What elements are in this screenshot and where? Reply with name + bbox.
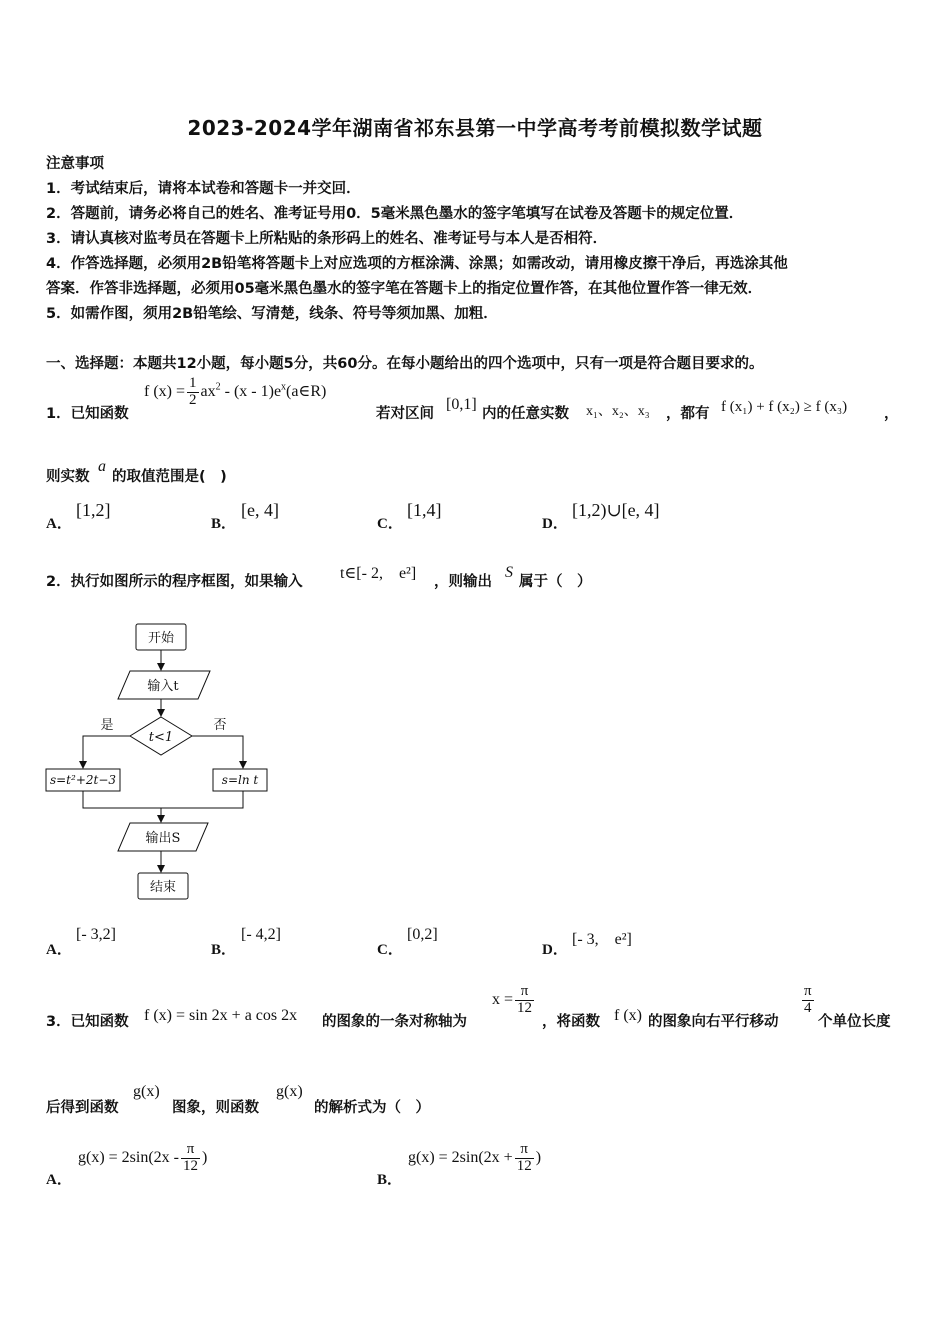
- notice-line-6: 5．如需作图，须用2B铅笔绘、写清楚，线条、符号等须加黑、加粗．: [46, 306, 498, 322]
- q3-option-b-pre: g(x) = 2sin(2x +: [408, 1148, 513, 1166]
- q1-stem-start: 1．已知函数: [46, 406, 129, 422]
- flow-no-label: 否: [213, 718, 227, 733]
- q2-text-2: 属于（ ）: [519, 574, 592, 590]
- q2-option-a[interactable]: [- 3,2]: [76, 926, 116, 943]
- notice-line-1: 1．考试结束后，请将本试卷和答题卡一并交回．: [46, 181, 361, 197]
- q1-inequality: f (x₁) + f (x₂) ≥ f (x₃): [721, 399, 848, 415]
- q3-axis-den: 12: [517, 999, 533, 1016]
- q3-axis: [492, 984, 536, 1017]
- q3-option-a[interactable]: [78, 1142, 207, 1175]
- q1-option-b-label[interactable]: B．: [211, 516, 237, 532]
- q3-axis-fraction: [515, 984, 534, 1017]
- flow-yes-label: 是: [100, 718, 114, 733]
- q1-line2-end: 的取值范围是( ): [112, 469, 227, 485]
- q1-frac-num: 1: [189, 375, 197, 391]
- q2-option-d-label[interactable]: D．: [542, 942, 568, 958]
- q1-func-b: - (x - 1)e: [220, 382, 282, 400]
- q3-option-b[interactable]: [408, 1142, 541, 1175]
- q3-stem-start: 3．已知函数: [46, 1014, 129, 1030]
- q1-option-d[interactable]: [1,2)∪[e, 4]: [572, 500, 660, 520]
- q3-text-3: 的图象向右平行移动: [648, 1014, 779, 1030]
- flow-arrow-yes: [83, 736, 130, 768]
- q3-option-a-fraction: [181, 1142, 200, 1175]
- q3-option-b-den: 12: [516, 1157, 532, 1174]
- q1-func-c: (a∈R): [286, 382, 327, 400]
- q2-flowchart: [40, 618, 310, 908]
- flow-input-text: 输入t: [147, 679, 179, 694]
- q2-option-b-label[interactable]: B．: [211, 942, 237, 958]
- q2-condition: t∈[- 2, e²]: [340, 565, 417, 582]
- q3-function: f (x) = sin 2x + a cos 2x: [144, 1007, 298, 1024]
- q3-line2-mid: 图象，则函数: [172, 1100, 259, 1116]
- q2-text-1: ，则输出: [434, 574, 492, 590]
- q3-option-b-post: ): [535, 1148, 542, 1166]
- q3-text-4: 个单位长度: [818, 1014, 891, 1030]
- q3-option-a-pre: g(x) = 2sin(2x -: [78, 1148, 180, 1166]
- q2-option-c[interactable]: [0,2]: [407, 926, 438, 943]
- q1-interval: [0,1]: [446, 396, 477, 413]
- q3-option-b-label[interactable]: B．: [377, 1172, 403, 1188]
- q3-shift-num: π: [804, 983, 812, 999]
- q1-func-a: ax: [200, 382, 216, 400]
- q3-gx-1: g(x): [133, 1083, 160, 1100]
- q1-func-exp2: x: [281, 381, 287, 393]
- q1-option-a-label[interactable]: A．: [46, 516, 72, 532]
- q3-line2-start: 后得到函数: [46, 1100, 119, 1116]
- q3-shift-fraction: [802, 984, 814, 1017]
- q3-option-a-num: π: [181, 1142, 200, 1159]
- flow-arrow-no: [192, 736, 243, 768]
- q3-func2: f (x): [614, 1007, 642, 1024]
- q2-option-d[interactable]: [- 3, e²]: [572, 931, 632, 948]
- q1-var-a: a: [98, 458, 106, 475]
- q1-text-1: 若对区间: [376, 406, 434, 422]
- q2-stem-start: 2．执行如图所示的程序框图，如果输入: [46, 574, 303, 590]
- q3-text-2: ，将函数: [542, 1014, 600, 1030]
- q3-axis-lhs: x =: [492, 990, 514, 1008]
- flow-output-text: 输出S: [145, 831, 181, 846]
- flow-start-text: 开始: [147, 631, 175, 646]
- page-title: 2023-2024学年湖南省祁东县第一中学高考考前模拟数学试题: [187, 116, 763, 140]
- q1-func-exp: 2: [215, 381, 221, 393]
- q3-option-a-post: ): [202, 1148, 208, 1166]
- q1-line2-start: 则实数: [46, 469, 90, 485]
- q1-fraction: [187, 376, 199, 409]
- flow-left-text: s=t²+2t−3: [49, 773, 117, 787]
- q3-shift-den: 4: [804, 999, 812, 1016]
- section-heading: 一、选择题：本题共12小题，每小题5分，共60分。在每小题给出的四个选项中，只有一项是符合题目要求的。: [46, 356, 764, 372]
- q1-function: [144, 376, 326, 409]
- q2-option-a-label[interactable]: A．: [46, 942, 72, 958]
- notice-line-5: 答案．作答非选择题，必须用05毫米黑色墨水的签字笔在答题卡上的指定位置作答，在其他位置作答一律无效．: [46, 281, 763, 297]
- q3-gx-2: g(x): [276, 1083, 303, 1100]
- q1-option-a[interactable]: [1,2]: [76, 500, 111, 520]
- flow-merge-line: [83, 791, 243, 808]
- notice-line-2: 2．答题前，请务必将自己的姓名、准考证号用0．5毫米黑色墨水的签字笔填写在试卷及答题卡的规定位置．: [46, 206, 744, 222]
- q3-text-1: 的图象的一条对称轴为: [322, 1014, 467, 1030]
- q1-option-b[interactable]: [e, 4]: [241, 500, 279, 520]
- q2-var-s: S: [505, 564, 513, 581]
- q3-option-a-label[interactable]: A．: [46, 1172, 72, 1188]
- q3-axis-num: π: [515, 984, 534, 1001]
- q3-option-b-fraction: [515, 1142, 534, 1175]
- q1-option-d-label[interactable]: D．: [542, 516, 568, 532]
- q1-option-c-label[interactable]: C．: [377, 516, 403, 532]
- flow-right-text: s=ln t: [221, 773, 259, 787]
- q1-text-3: ，都有: [666, 406, 710, 422]
- q2-option-c-label[interactable]: C．: [377, 942, 403, 958]
- q1-option-c[interactable]: [1,4]: [407, 500, 442, 520]
- q1-text-2: 内的任意实数: [482, 406, 569, 422]
- q1-frac-den: 2: [189, 391, 197, 408]
- q3-option-b-num: π: [515, 1142, 534, 1159]
- q2-option-b[interactable]: [- 4,2]: [241, 926, 281, 943]
- q1-func-lhs: f (x) =: [144, 382, 186, 400]
- flow-decision-text: t<1: [148, 730, 174, 745]
- notice-line-3: 3．请认真核对监考员在答题卡上所粘贴的条形码上的姓名、准考证号与本人是否相符．: [46, 231, 608, 247]
- q1-text-4: ，: [884, 406, 899, 422]
- flow-end-text: 结束: [149, 880, 177, 895]
- q1-vars: x₁、x₂、x₃: [586, 404, 650, 419]
- notice-heading: 注意事项: [46, 156, 104, 172]
- q3-shift: [800, 984, 816, 1017]
- q3-line2-end: 的解析式为（ ）: [314, 1100, 430, 1116]
- notice-line-4: 4．作答选择题，必须用2B铅笔将答题卡上对应选项的方框涂满、涂黑；如需改动，请用橡皮擦干净后，再选涂其他: [46, 256, 788, 272]
- q3-option-a-den: 12: [183, 1157, 199, 1174]
